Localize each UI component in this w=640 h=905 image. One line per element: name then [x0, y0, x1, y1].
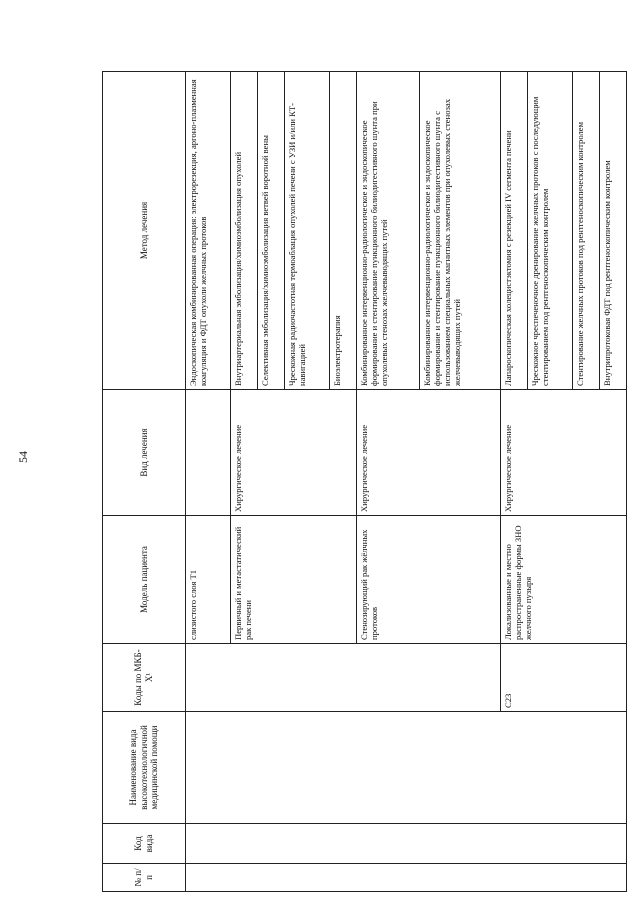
cell-kind-name [186, 712, 627, 824]
cell-treatment-type [186, 390, 231, 516]
document-table-rotated [102, 72, 627, 892]
header-kind-name: Наименование вида высокотехнологичной медицинской помощи [103, 712, 186, 824]
cell-treatment-method: Стентирование желчных протоков под рентгеноскопическим контролем [573, 72, 600, 390]
header-treatment-method: Метод лечения [103, 72, 186, 390]
cell-patient-model: Первичный и метастатический рак печени [231, 516, 357, 644]
cell-treatment-method: Внутриартериальная эмболизация/химиоэмболизация опухолей [231, 72, 258, 390]
header-patient-model: Модель пациента [103, 516, 186, 644]
header-kind-code: Код вида [103, 824, 186, 864]
header-num: № п/п [103, 864, 186, 892]
cell-treatment-method: Лапароскопическая холецистэктомия с резекцией IV сегмента печени [501, 72, 528, 390]
cell-treatment-method: Эндоскопическая комбинированная операция: электрорезекция, аргоно-плазменная коагуляция и ФДТ опухоли желчных протоков [186, 72, 231, 390]
cell-treatment-method: Внутрипротоковая ФДТ под рентгеноскопическим контролем [599, 72, 626, 390]
table-row [186, 72, 231, 892]
cell-treatment-method: Биоэлектротерапия [329, 72, 356, 390]
cell-treatment-type: Хирургическое лечение [231, 390, 357, 516]
cell-patient-model: слизистого слоя T1 [186, 516, 231, 644]
cell-kind-code [186, 824, 627, 864]
cell-icd [186, 644, 501, 712]
cell-patient-model: Локализованные и местно распространенные формы ЗНО желчного пузыря [501, 516, 627, 644]
cell-treatment-method: Селективная эмболизация/химиоэмболизация ветвей воротной вены [257, 72, 284, 390]
cell-treatment-method: Чрескожная радиочастотная термоаблация опухолей печени с УЗИ и/или КТ-навигацией [284, 72, 329, 390]
page-number: 54 [16, 451, 30, 463]
cell-treatment-method: Комбинированное интервенционно-радиологическое и эндоскопическое формирование и стентирование пункционного билиодигестивного шунта с использованием специальных магнитных элементов при опухолевых стенозах желчевыводящих путей [419, 72, 500, 390]
treatment-methods-table [102, 71, 627, 892]
cell-icd: C23 [501, 644, 627, 712]
cell-treatment-type: Хирургическое лечение [356, 390, 500, 516]
cell-patient-model: Стенозирующий рак жёлчных протоков [356, 516, 500, 644]
table-header-row [103, 72, 186, 892]
cell-num [186, 864, 627, 892]
header-treatment-type: Вид лечения [103, 390, 186, 516]
header-icd-codes: Коды по МКБ-X¹ [103, 644, 186, 712]
cell-treatment-method: Чрескожное чреспеченочное дренирование желчных протоков с последующим стентированием под рентгеноскопическим контролем [528, 72, 573, 390]
cell-treatment-method: Комбинированное интервенционно-радиологическое и эндоскопическое формирование и стентирование пункционного билиодигестивного шунта при опухолевых стенозах желчевыводящих путей [356, 72, 419, 390]
cell-treatment-type: Хирургическое лечение [501, 390, 627, 516]
